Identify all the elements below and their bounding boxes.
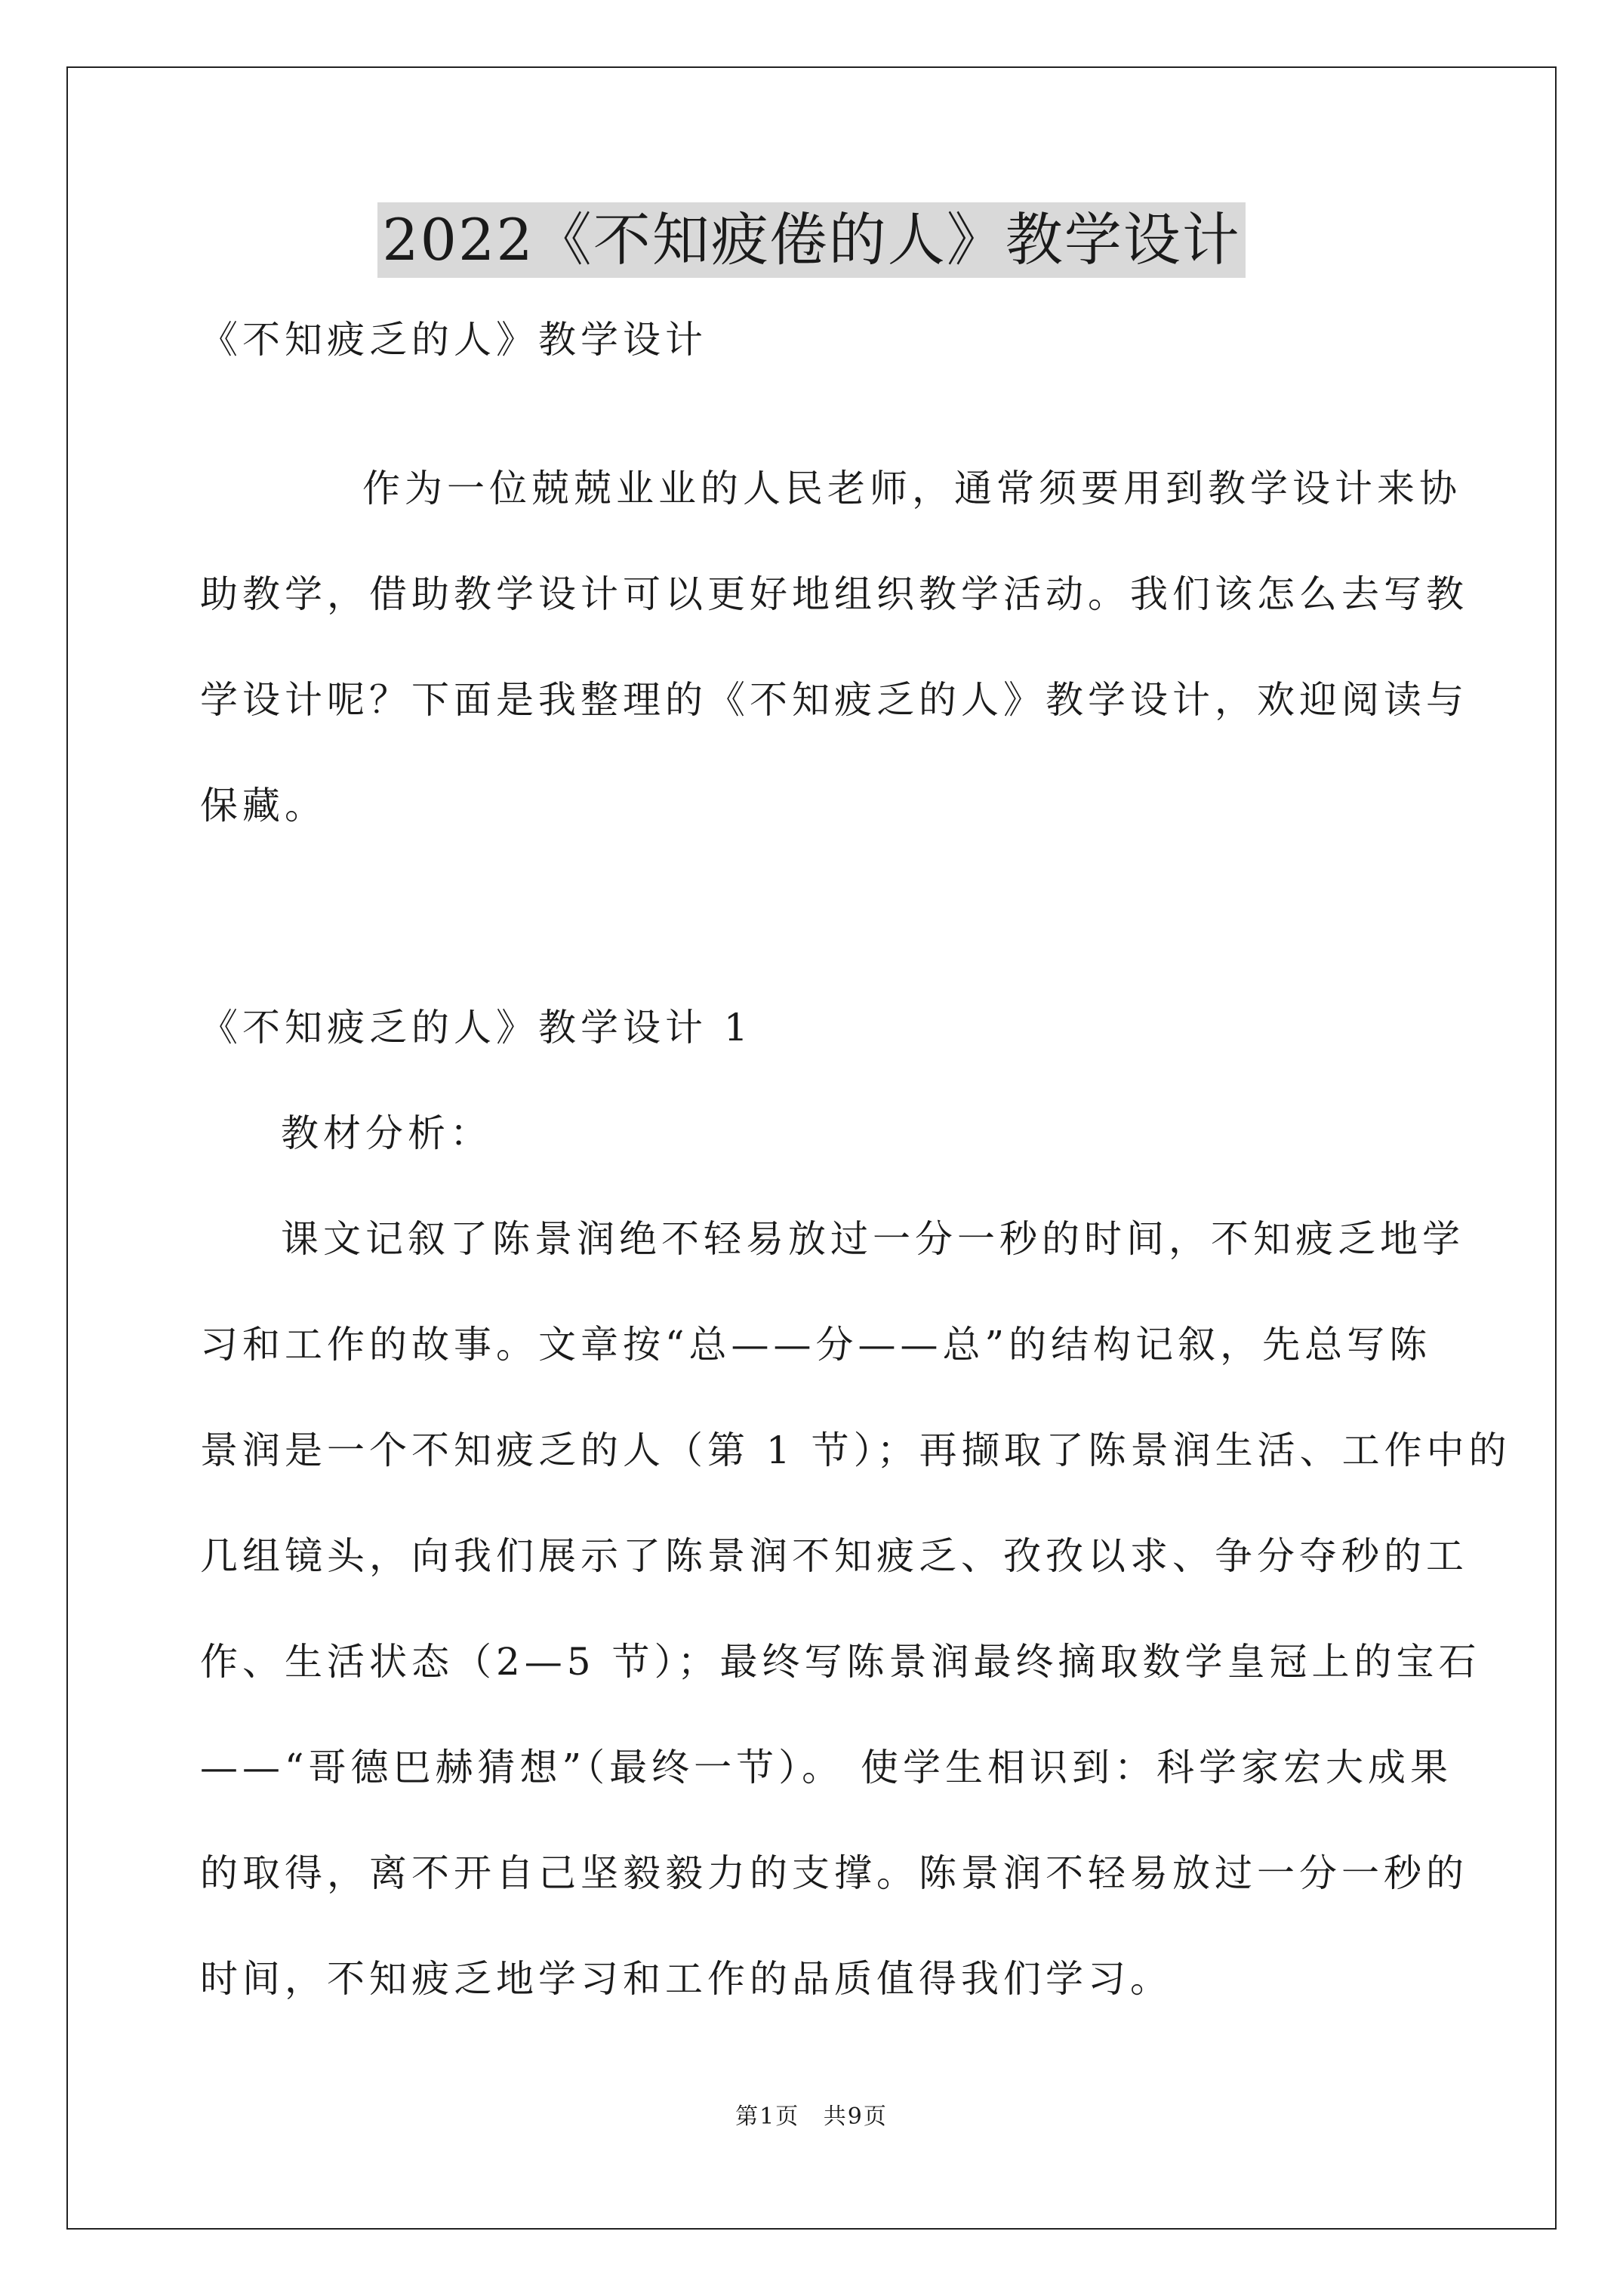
subheading: 教材分析：: [281, 1111, 492, 1155]
intro-line-4: 保藏。: [200, 784, 327, 827]
body-line-8: 时间，不知疲乏地学习和工作的品质值得我们学习。: [200, 1957, 1172, 2001]
body-line-1: 课文记叙了陈景润绝不轻易放过一分一秒的时间，不知疲乏地学: [281, 1217, 1464, 1261]
body-line-7: 的取得，离不开自己坚毅毅力的支撑。陈景润不轻易放过一分一秒的: [200, 1851, 1468, 1895]
body-line-3: 景润是一个不知疲乏的人（第 1 节）；再撷取了陈景润生活、工作中的: [200, 1428, 1511, 1472]
page-number: 第1页: [735, 2103, 800, 2130]
title-wrap: [0, 202, 1623, 278]
body-line-2: 习和工作的故事。文章按“总——分——总”的结构记叙，先总写陈: [200, 1323, 1432, 1367]
body-line-4: 几组镜头，向我们展示了陈景润不知疲乏、孜孜以求、争分夺秒的工: [200, 1534, 1468, 1578]
intro-line-3: 学设计呢？下面是我整理的《不知疲乏的人》教学设计，欢迎阅读与: [200, 678, 1468, 722]
page-total: 共9页: [823, 2103, 888, 2130]
section-heading: 《不知疲乏的人》教学设计 1: [200, 1006, 753, 1049]
page-footer: [0, 2097, 1623, 2131]
doc-heading: 《不知疲乏的人》教学设计: [200, 318, 707, 362]
intro-line-2: 助教学，借助教学设计可以更好地组织教学活动。我们该怎么去写教: [200, 572, 1468, 616]
intro-line-1: 作为一位兢兢业业的人民老师，通常须要用到教学设计来协: [362, 467, 1461, 510]
body-line-5: 作、生活状态（2—5 节）；最终写陈景润最终摘取数学皇冠上的宝石: [200, 1640, 1481, 1684]
body-line-6: ——“哥德巴赫猜想”（最终一节）。 使学生相识到：科学家宏大成果: [200, 1746, 1453, 1789]
document-title: 2022《不知疲倦的人》教学设计: [377, 202, 1245, 278]
